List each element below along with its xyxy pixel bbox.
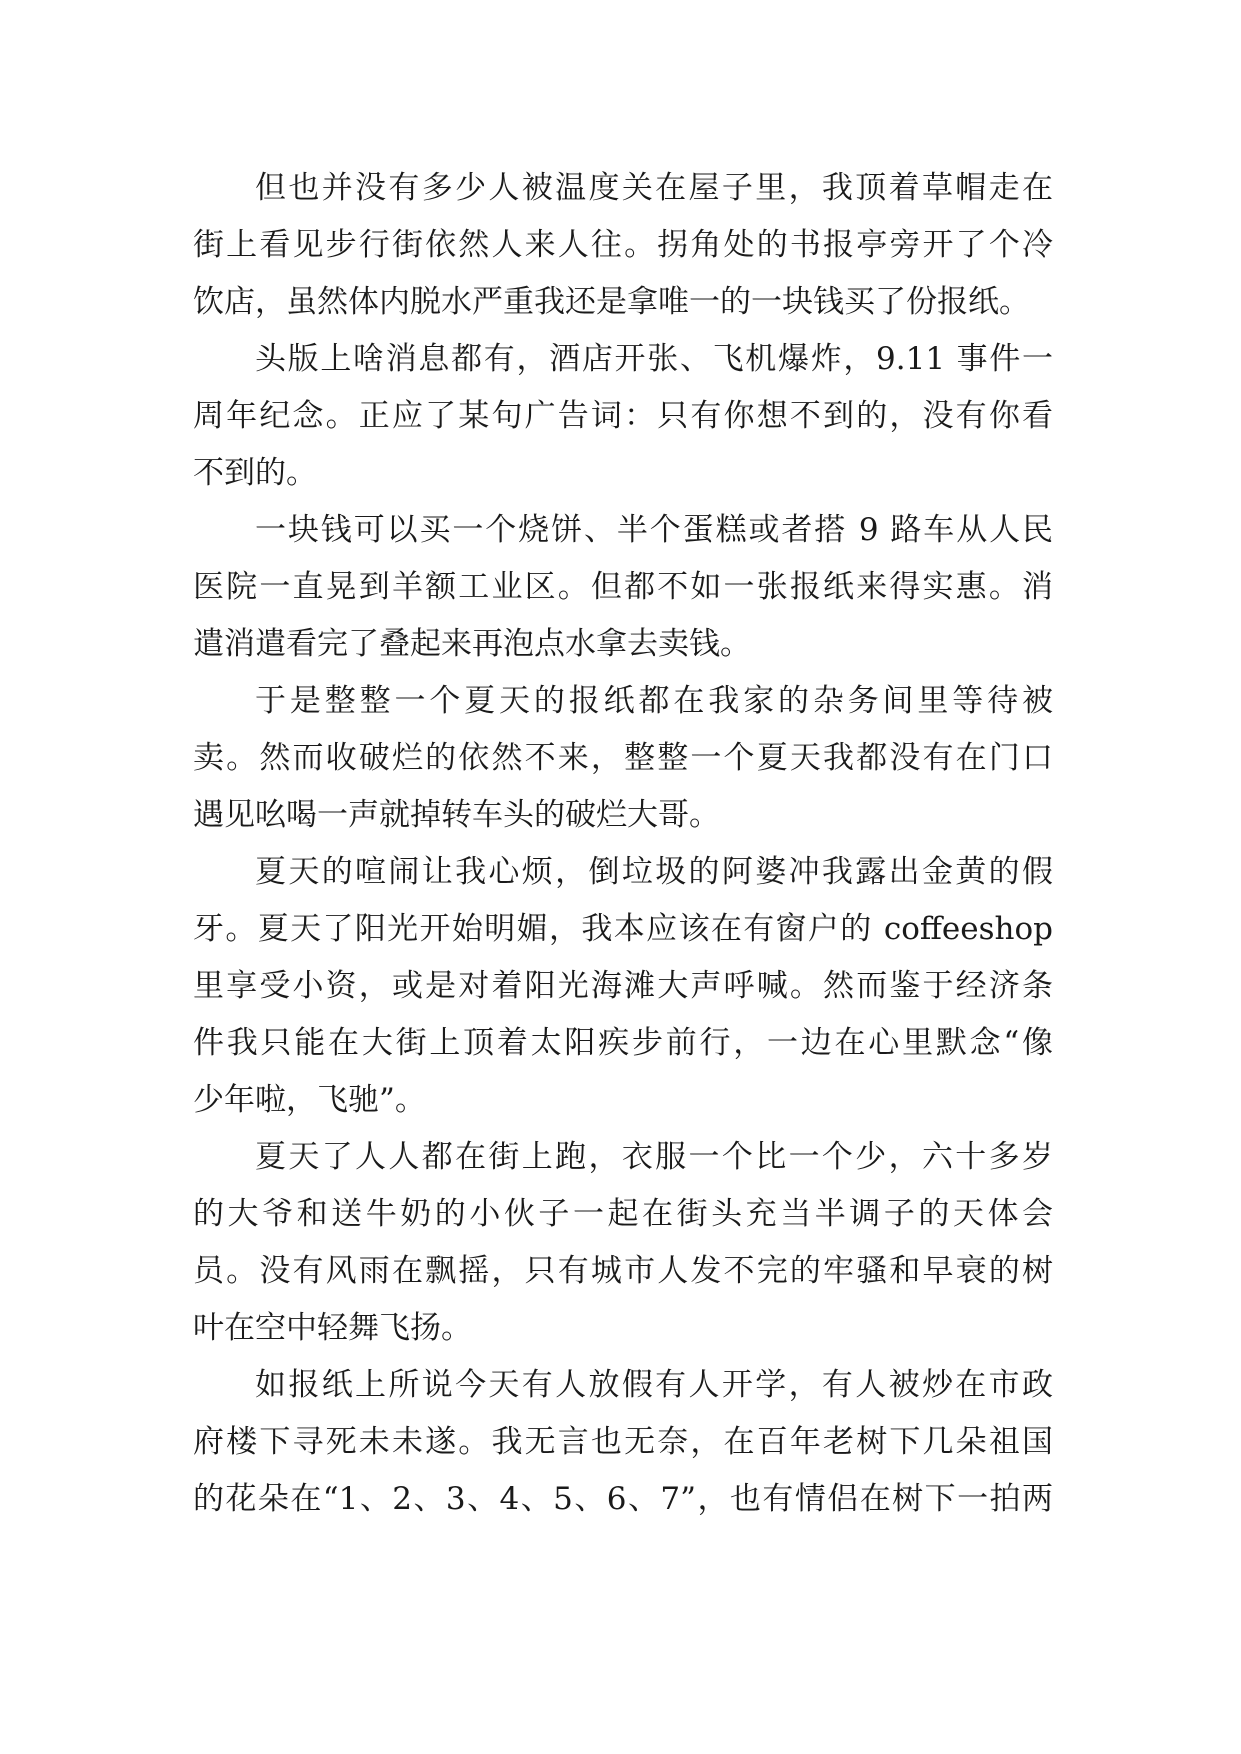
paragraph-3-line-1: 一块钱可以买一个烧饼、半个蛋糕或者搭 9 路车从人民 xyxy=(255,512,1053,548)
paragraph-5-line-1: 夏天的喧闹让我心烦，倒垃圾的阿婆冲我露出金黄的假 xyxy=(255,854,1053,890)
paragraph-7-line-1: 如报纸上所说今天有人放假有人开学，有人被炒在市政 xyxy=(255,1367,1053,1403)
paragraph-5-line-4: 件我只能在大街上顶着太阳疾步前行，一边在心里默念“像 xyxy=(193,1025,1053,1061)
paragraph-1-line-2: 街上看见步行街依然人来人往。拐角处的书报亭旁开了个冷 xyxy=(193,227,1053,263)
paragraph-3-line-2: 医院一直晃到羊额工业区。但都不如一张报纸来得实惠。消 xyxy=(193,569,1053,605)
paragraph-4-line-3: 遇见吆喝一声就掉转车头的破烂大哥。 xyxy=(193,797,720,833)
paragraph-6-line-4: 叶在空中轻舞飞扬。 xyxy=(193,1310,472,1346)
paragraph-6-line-1: 夏天了人人都在街上跑，衣服一个比一个少，六十多岁 xyxy=(255,1139,1053,1175)
paragraph-2-line-2: 周年纪念。正应了某句广告词：只有你想不到的，没有你看 xyxy=(193,398,1053,434)
paragraph-2-line-3: 不到的。 xyxy=(193,455,317,491)
paragraph-4-line-2: 卖。然而收破烂的依然不来，整整一个夏天我都没有在门口 xyxy=(193,740,1053,776)
paragraph-3-line-3: 遣消遣看完了叠起来再泡点水拿去卖钱。 xyxy=(193,626,751,662)
paragraph-6-line-3: 员。没有风雨在飘摇，只有城市人发不完的牢骚和早衰的树 xyxy=(193,1253,1053,1289)
paragraph-4-line-1: 于是整整一个夏天的报纸都在我家的杂务间里等待被 xyxy=(255,683,1053,719)
paragraph-1-line-3: 饮店，虽然体内脱水严重我还是拿唯一的一块钱买了份报纸。 xyxy=(193,284,1030,320)
paragraph-7-line-2: 府楼下寻死未未遂。我无言也无奈，在百年老树下几朵祖国 xyxy=(193,1424,1053,1460)
paragraph-5-line-5: 少年啦，飞驰”。 xyxy=(193,1082,426,1118)
paragraph-5-line-2: 牙。夏天了阳光开始明媚，我本应该在有窗户的 coffeeshop xyxy=(193,911,1053,947)
paragraph-6-line-2: 的大爷和送牛奶的小伙子一起在街头充当半调子的天体会 xyxy=(193,1196,1053,1232)
body-text xyxy=(193,160,1053,1528)
paragraph-7-line-3: 的花朵在“1、2、3、4、5、6、7”，也有情侣在树下一拍两 xyxy=(193,1481,1053,1517)
paragraph-2-line-1: 头版上啥消息都有，酒店开张、飞机爆炸，9.11 事件一 xyxy=(255,341,1053,377)
paragraph-1-line-1: 但也并没有多少人被温度关在屋子里，我顶着草帽走在 xyxy=(255,170,1053,206)
paragraph-5-line-3: 里享受小资，或是对着阳光海滩大声呼喊。然而鉴于经济条 xyxy=(193,968,1053,1004)
